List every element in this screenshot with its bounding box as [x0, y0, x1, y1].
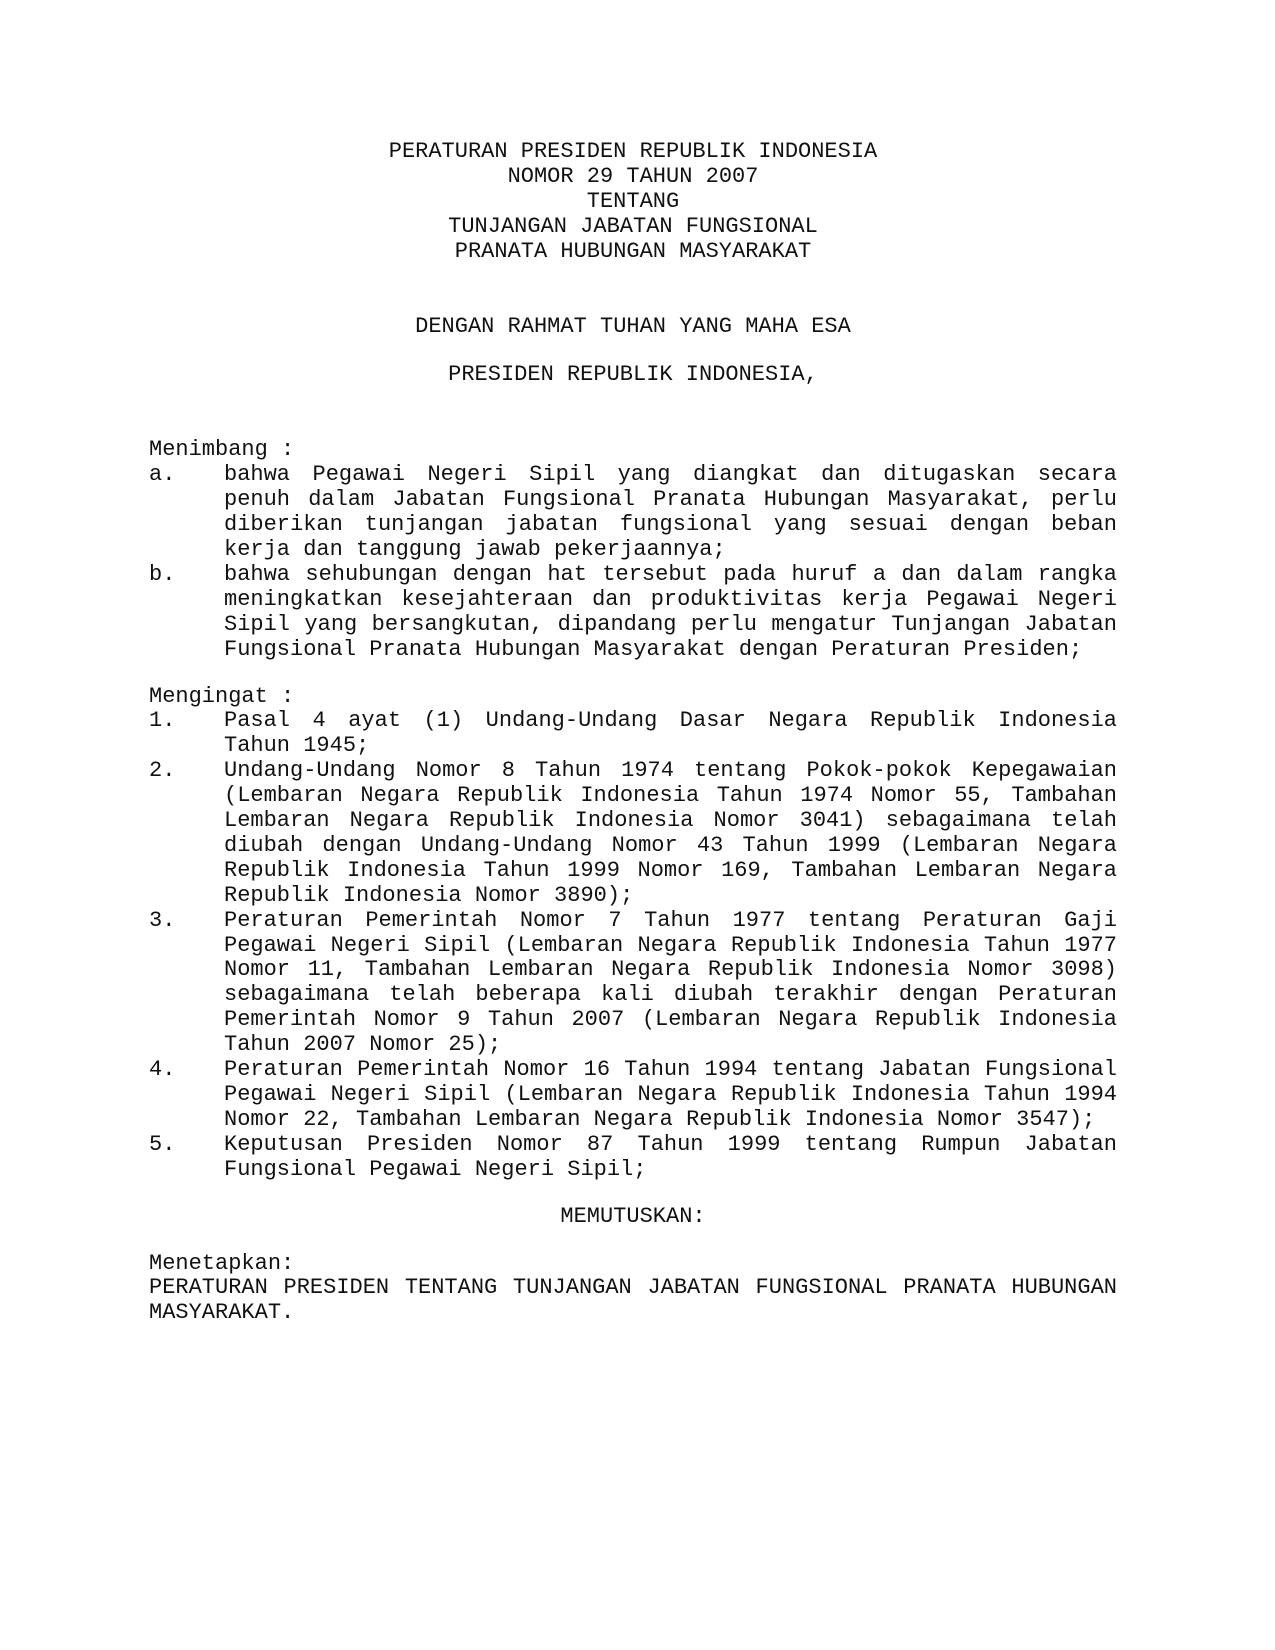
document-header	[149, 140, 1117, 265]
mengingat-item	[149, 909, 1117, 1058]
item-text: Peraturan Pemerintah Nomor 7 Tahun 1977 tentang Peraturan Gaji Pegawai Negeri Sipil (Lembaran Negara Republik Indonesia Tahun 1977 Nomor 11, Tambahan Lembaran Negara Republik Indonesia Nomor 3098) sebagaimana telah beberapa kali diubah terakhir dengan Peraturan Pemerintah Nomor 9 Tahun 2007 (Lembaran Negara Republik Indonesia Tahun 2007 Nomor 25);	[224, 907, 1117, 1058]
menetapkan-label: Menetapkan:	[149, 1250, 295, 1276]
item-text: Undang-Undang Nomor 8 Tahun 1974 tentang Pokok-pokok Kepegawaian (Lembaran Negara Republik Indonesia Tahun 1974 Nomor 55, Tambahan Lembaran Negara Republik Indonesia Nomor 3041) sebagaimana telah diubah dengan Undang-Undang Nomor 43 Tahun 1999 (Lembaran Negara Republik Indonesia Tahun 1999 Nomor 169, Tambahan Lembaran Negara Republik Indonesia Nomor 3890);	[224, 758, 1117, 908]
invocation: DENGAN RAHMAT TUHAN YANG MAHA ESA	[415, 313, 851, 339]
header-subject-line1: TUNJANGAN JABATAN FUNGSIONAL	[448, 213, 818, 239]
document-page	[149, 140, 1117, 1326]
mengingat-section	[149, 685, 1117, 1183]
header-number-year: NOMOR 29 TAHUN 2007	[507, 163, 759, 189]
item-marker: 3.	[149, 907, 176, 933]
menimbang-item	[149, 463, 1117, 563]
item-marker: 5.	[149, 1131, 176, 1157]
item-marker: 4.	[149, 1057, 176, 1083]
mengingat-item	[149, 1058, 1117, 1133]
item-marker: a.	[149, 462, 176, 488]
item-text: Peraturan Pemerintah Nomor 16 Tahun 1994 tentang Jabatan Fungsional Pegawai Negeri Sipil (Lembaran Negara Republik Indonesia Tahun 1994 Nomor 22, Tambahan Lembaran Negara Republik Indonesia Nomor 3547);	[224, 1057, 1117, 1132]
item-marker: 2.	[149, 758, 176, 784]
item-text: Keputusan Presiden Nomor 87 Tahun 1999 tentang Rumpun Jabatan Fungsional Pegawai Negeri Sipil;	[224, 1131, 1117, 1182]
menimbang-item	[149, 563, 1117, 663]
item-marker: b.	[149, 561, 176, 587]
menimbang-label: Menimbang :	[149, 437, 295, 463]
header-regulation-title: PERATURAN PRESIDEN REPUBLIK INDONESIA	[388, 139, 878, 164]
mengingat-item	[149, 759, 1117, 908]
menetapkan-section	[149, 1252, 1117, 1327]
item-text: bahwa sehubungan dengan hat tersebut pada huruf a dan dalam rangka meningkatkan kesejahteraan dan produktivitas kerja Pegawai Negeri Sipil yang bersangkutan, dipandang perlu mengatur Tunjangan Jabatan Fungsional Pranata Hubungan Masyarakat dengan Peraturan Presiden;	[224, 561, 1117, 662]
mengingat-item	[149, 1133, 1117, 1183]
mengingat-label: Mengingat :	[149, 683, 295, 709]
mengingat-item	[149, 709, 1117, 759]
item-text: Pasal 4 ayat (1) Undang-Undang Dasar Negara Republik Indonesia Tahun 1945;	[224, 708, 1117, 759]
header-tentang: TENTANG	[586, 188, 680, 214]
memutuskan-heading: MEMUTUSKAN:	[560, 1203, 706, 1229]
president-heading: PRESIDEN REPUBLIK INDONESIA,	[448, 362, 818, 388]
menimbang-section	[149, 438, 1117, 662]
header-subject-line2: PRANATA HUBUNGAN MASYARAKAT	[454, 238, 812, 264]
item-text: bahwa Pegawai Negeri Sipil yang diangkat dan ditugaskan secara penuh dalam Jabatan Fungsional Pranata Hubungan Masyarakat, perlu diberikan tunjangan jabatan fungsional yang sesuai dengan beban kerja dan tanggung jawab pekerjaannya;	[224, 462, 1117, 562]
item-marker: 1.	[149, 708, 176, 734]
menetapkan-text: PERATURAN PRESIDEN TENTANG TUNJANGAN JABATAN FUNGSIONAL PRANATA HUBUNGAN MASYARAKAT.	[149, 1275, 1117, 1326]
